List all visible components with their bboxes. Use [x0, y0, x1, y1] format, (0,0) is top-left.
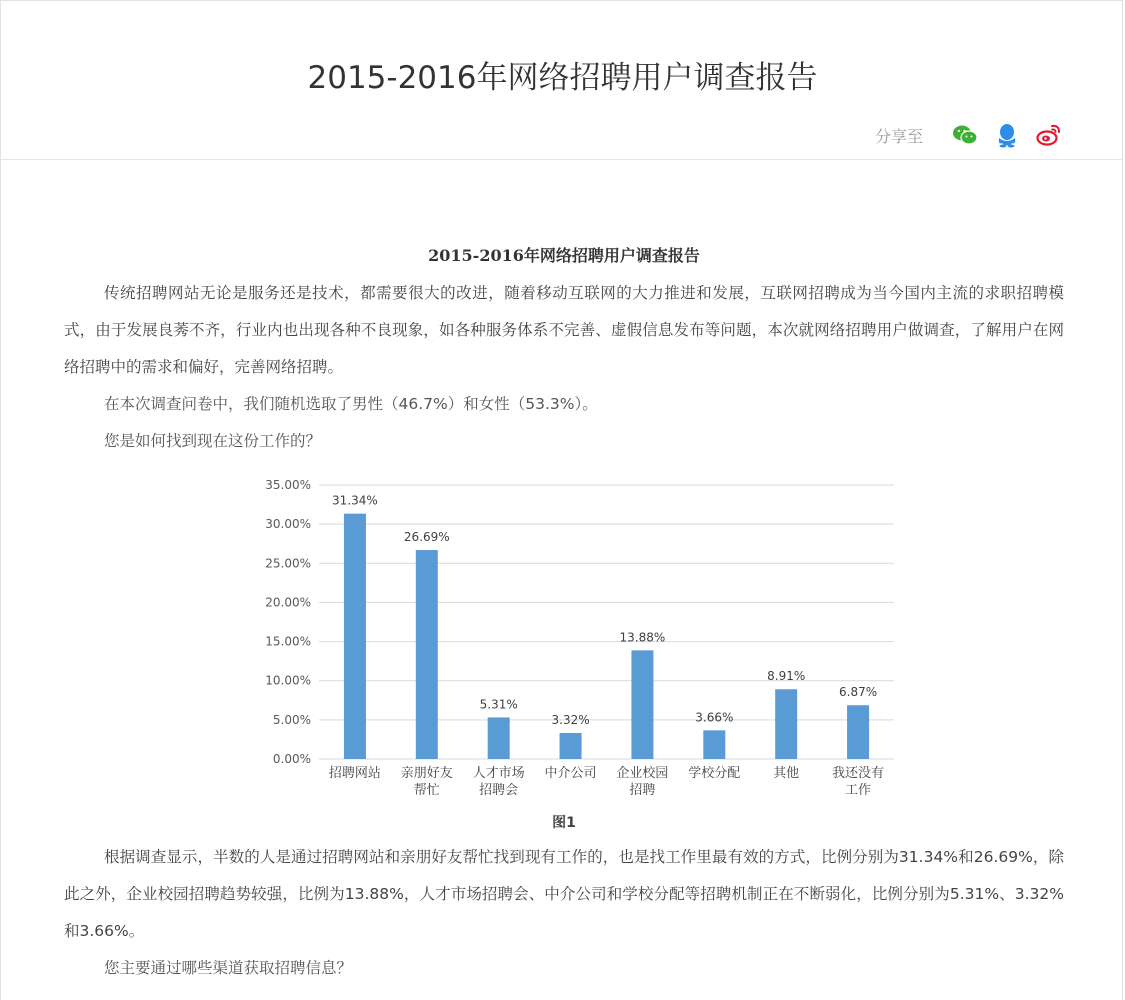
article-continued — [64, 839, 1064, 987]
share-bar — [875, 120, 1063, 150]
x-tick-label: 亲朋好友 — [400, 766, 453, 781]
article-body — [64, 240, 1064, 977]
x-tick-label: 招聘网站 — [328, 766, 381, 781]
x-tick-label: 人才市场 — [472, 766, 525, 781]
analysis-paragraph: 根据调查显示，半数的人是通过招聘网站和亲朋好友帮忙找到现有工作的，也是找工作里最有效的方式，比例分别为31.34%和26.69%，除此之外，企业校园招聘趋势较强，比例为13.88%，人才市场招聘会、中介公司和学校分配等招聘机制正在不断弱化，比例分别为5.31%、3.32%和3.66%。 — [64, 848, 1064, 940]
y-tick-label: 15.00% — [265, 634, 311, 649]
bar — [847, 705, 869, 759]
y-tick-label: 0.00% — [272, 752, 311, 766]
bar-chart-svg — [244, 461, 924, 811]
question-2: 您主要通过哪些渠道获取招聘信息？ — [104, 959, 353, 977]
bar — [775, 689, 797, 759]
wechat-icon[interactable] — [951, 121, 979, 149]
y-tick-label: 25.00% — [265, 556, 311, 571]
weibo-icon[interactable] — [1035, 121, 1063, 149]
bar — [344, 514, 366, 759]
x-tick-label: 中介公司 — [544, 766, 597, 781]
y-tick-label: 20.00% — [265, 595, 311, 610]
bar — [703, 730, 725, 759]
y-tick-label: 10.00% — [265, 673, 311, 688]
x-tick-label: 我还没有 — [832, 766, 885, 781]
x-tick-label: 学校分配 — [688, 766, 741, 781]
header-divider — [1, 159, 1123, 160]
intro-paragraph: 传统招聘网站无论是服务还是技术，都需要很大的改进，随着移动互联网的大力推进和发展，互联网招聘成为当今国内主流的求职招聘模式，由于发展良莠不齐，行业内也出现各种不良现象，如各种服务体系不完善、虚假信息发布等问题，本次就网络招聘用户做调查，了解用户在网络招聘中的需求和偏好，完善网络招聘。 — [64, 284, 1064, 376]
x-tick-label: 帮忙 — [413, 783, 440, 798]
x-tick-label: 招聘 — [629, 783, 656, 798]
share-label: 分享至 — [874, 126, 923, 146]
y-tick-label: 35.00% — [265, 478, 311, 492]
data-label: 31.34% — [332, 493, 378, 508]
data-label: 13.88% — [619, 630, 666, 645]
bar-chart — [244, 461, 924, 841]
figure-caption: 图1 — [552, 815, 576, 831]
y-tick-label: 30.00% — [265, 517, 311, 532]
x-tick-label: 招聘会 — [479, 783, 519, 798]
data-label: 3.66% — [695, 710, 734, 725]
y-tick-label: 5.00% — [272, 712, 311, 727]
bar — [560, 733, 582, 759]
data-label: 5.31% — [479, 697, 518, 712]
data-label: 8.91% — [767, 669, 806, 684]
data-label: 3.32% — [551, 713, 590, 728]
question-1: 您是如何找到现在这份工作的？ — [104, 432, 322, 450]
x-tick-label: 其他 — [773, 766, 800, 781]
bar — [488, 717, 510, 759]
x-tick-label: 工作 — [845, 783, 872, 798]
gender-paragraph: 在本次调查问卷中，我们随机选取了男性（46.7%）和女性（53.3%）。 — [104, 395, 598, 413]
page-title: 2015-2016年网络招聘用户调查报告 — [307, 60, 818, 96]
bar — [416, 550, 438, 759]
bar — [631, 650, 653, 759]
data-label: 6.87% — [839, 685, 878, 700]
x-tick-label: 企业校园 — [616, 766, 669, 781]
article-heading: 2015-2016年网络招聘用户调查报告 — [428, 246, 700, 265]
qq-icon[interactable] — [993, 121, 1021, 149]
data-label: 26.69% — [403, 530, 450, 545]
